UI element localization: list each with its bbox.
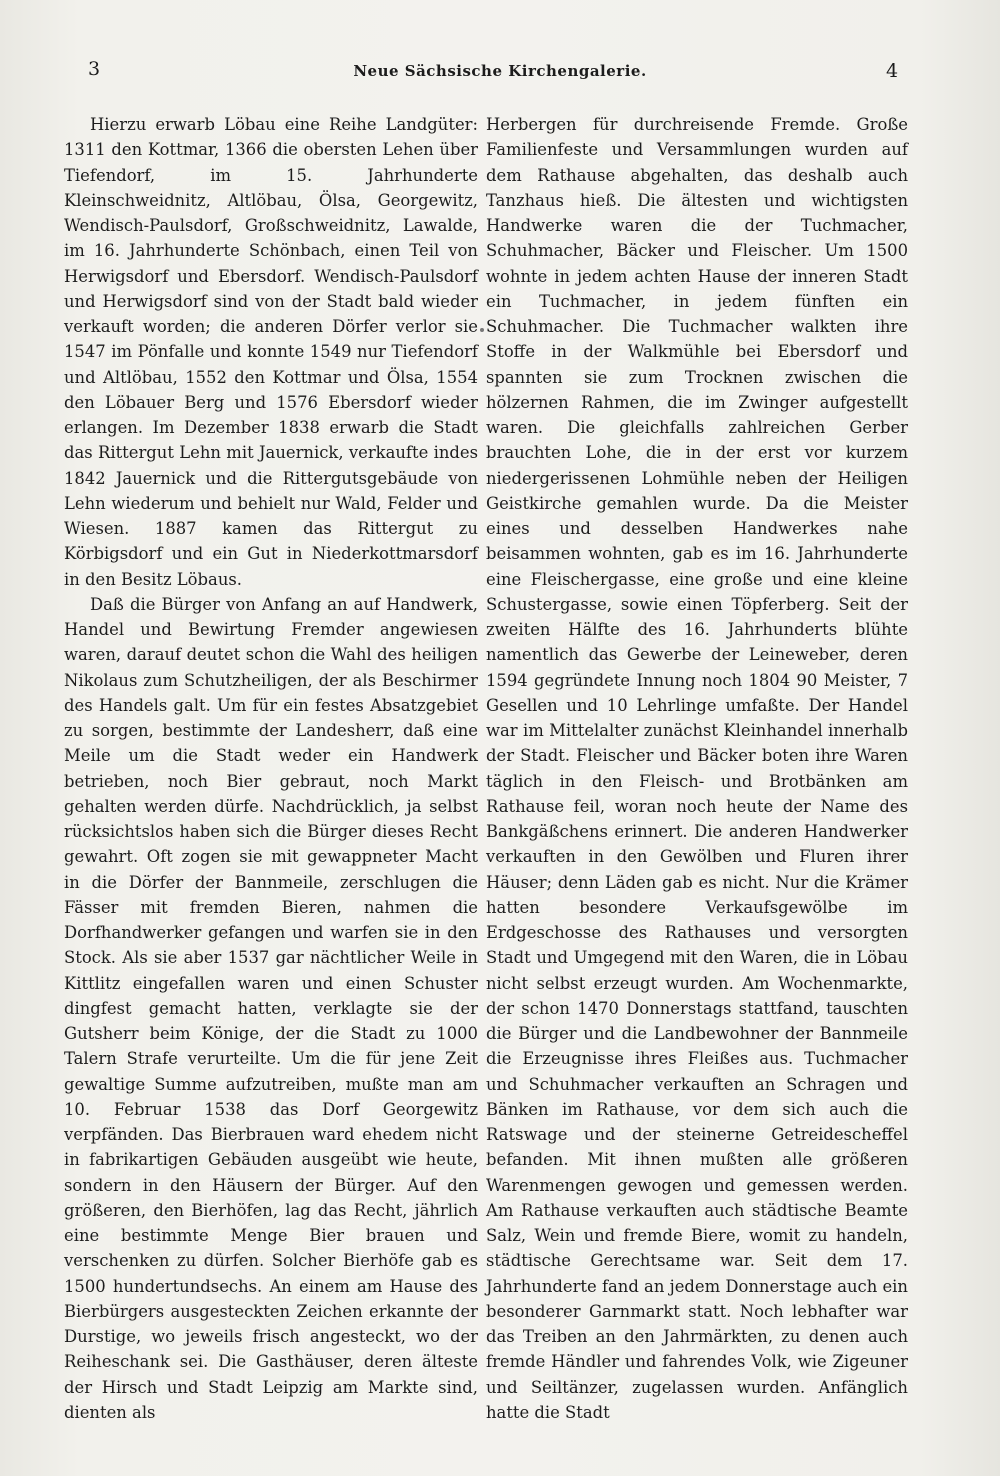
paragraph: Herbergen für durchreisende Fremde. Große Familienfeste und Versammlungen wurden auf dem Rathause abgehalten, das deshalb auch Tanzhaus hieß. Die ältesten und wichtigsten Handwerke waren die der Tuchmacher, Schuhmacher, Bäcker und Fleischer. Um 1500 wohnte in jedem achten Hause der inneren Stadt ein Tuchmacher, in jedem fünften ein Schuhmacher. Die Tuchmacher walkten ihre Stoffe in der Walkmühle bei Ebersdorf und spannten sie zum Trocknen zwischen die hölzernen Rahmen, die im Zwinger aufgestellt waren. Die gleichfalls zahlreichen Gerber brauchten Lohe, die in der erst vor kurzem niedergerissenen Lohmühle neben der Heiligen Geistkirche gemahlen wurde. Da die Meister eines und desselben Handwerkes nahe beisammen wohnten, gab es im 16. Jahrhunderte eine Fleischergasse, eine große und eine kleine Schustergasse, sowie einen Töpferberg. Seit der zweiten Hälfte des 16. Jahrhunderts blühte namentlich das Gewerbe der Leineweber, deren 1594 gegründete Innung noch 1804 90 Meister, 7 Gesellen und 10 Lehrlinge umfaßte. Der Handel war im Mittelalter zunächst Kleinhandel innerhalb der Stadt. Fleischer und Bäcker boten ihre Waren täglich in den Fleisch- und Brotbänken am Rathause feil, woran noch heute der Name des Bankgäßchens erinnert. Die anderen Handwerker verkauften in den Gewölben und Fluren ihrer Häuser; denn Läden gab es nicht. Nur die Krämer hatten besondere Verkaufsgewölbe im Erdgeschosse des Rathauses und versorgten Stadt und Umgegend mit den Waren, die in Löbau nicht selbst erzeugt wurden. Am Wochenmarkte, der schon 1470 Donnerstags stattfand, tauschten die Bürger und die Landbewohner der Bannmeile die Erzeugnisse ihres Fleißes aus. Tuchmacher und Schuhmacher verkauften an Schragen und Bänken im Rathause, vor dem sich auch die Ratswage und der steinerne Getreidescheffel befanden. Mit ihnen mußten alle größeren Warenmengen gewogen und gemessen werden. Am Rathause verkauften auch städtische Beamte Salz, Wein und fremde Biere, womit zu handeln, städtische Gerechtsame war. Seit dem 17. Jahrhunderte fand an jedem Donnerstage auch ein besonderer Garnmarkt statt. Noch lebhafter war das Treiben an den Jahrmärkten, zu denen auch fremde Händler und fahrendes Volk, wie Zigeuner und Seiltänzer, zugelassen wurden. Anfänglich hatte die Stadt <box>486 115 908 1422</box>
page-header <box>0 58 1000 90</box>
page-number-right: 4 <box>886 60 899 82</box>
paragraph: Daß die Bürger von Anfang an auf Handwerk, Handel und Bewirtung Fremder angewiesen waren, darauf deutet schon die Wahl des heiligen Nikolaus zum Schutzheiligen, der als Beschirmer des Handels galt. Um für ein festes Absatzgebiet zu sorgen, bestimmte der Landesherr, daß eine Meile um die Stadt weder ein Handwerk betrieben, noch Bier gebraut, noch Markt gehalten werden dürfe. Nachdrücklich, ja selbst rücksichtslos haben sich die Bürger dieses Recht gewahrt. Oft zogen sie mit gewappneter Macht in die Dörfer der Bannmeile, zerschlugen die Fässer mit fremden Bieren, nahmen die Dorfhandwerker gefangen und warfen sie in den Stock. Als sie aber 1537 gar nächtlicher Weile in Kittlitz eingefallen waren und einen Schuster dingfest gemacht hatten, verklagte sie der Gutsherr beim Könige, der die Stadt zu 1000 Talern Strafe verurteilte. Um die für jene Zeit gewaltige Summe aufzutreiben, mußte man am 10. Februar 1538 das Dorf Georgewitz verpfänden. Das Bierbrauen ward ehedem nicht in fabrikartigen Gebäuden ausgeübt wie heute, sondern in den Häusern der Bürger. Auf den größeren, den Bierhöfen, lag das Recht, jährlich eine bestimmte Menge Bier brauen und verschenken zu dürfen. Solcher Bierhöfe gab es 1500 hundertundsechs. An einem am Hause des Bierbürgers ausgesteckten Zeichen erkannte der Durstige, wo jeweils frisch angesteckt, wo der Reiheschank sei. Die Gasthäuser, deren älteste der Hirsch und Stadt Leipzig am Markte sind, dienten als <box>64 594 478 1422</box>
right-column <box>486 112 908 1425</box>
paragraph: Hierzu erwarb Löbau eine Reihe Landgüter: 1311 den Kottmar, 1366 die obersten Lehen über Tiefendorf, im 15. Jahrhunderte Kleinschweidnitz, Altlöbau, Ölsa, Georgewitz, Wendisch-Paulsdorf, Großschweidnitz, Lawalde, im 16. Jahrhunderte Schönbach, einen Teil von Herwigsdorf und Ebersdorf. Wendisch-Paulsdorf und Herwigsdorf sind von der Stadt bald wieder verkauft worden; die anderen Dörfer verlor sie 1547 im Pönfalle und konnte 1549 nur Tiefendorf und Altlöbau, 1552 den Kottmar und Ölsa, 1554 den Löbauer Berg und 1576 Ebersdorf wieder erlangen. Im Dezember 1838 erwarb die Stadt das Rittergut Lehn mit Jauernick, verkaufte indes 1842 Jauernick und die Rittergutsgebäude von Lehn wiederum und behielt nur Wald, Felder und Wiesen. 1887 kamen das Rittergut zu Körbigsdorf und ein Gut in Niederkottmarsdorf in den Besitz Löbaus. <box>64 115 478 589</box>
page-number-left: 3 <box>88 58 101 80</box>
ink-speck <box>480 328 484 332</box>
running-title: Neue Sächsische Kirchengalerie. <box>353 62 647 80</box>
left-column <box>64 112 478 1425</box>
